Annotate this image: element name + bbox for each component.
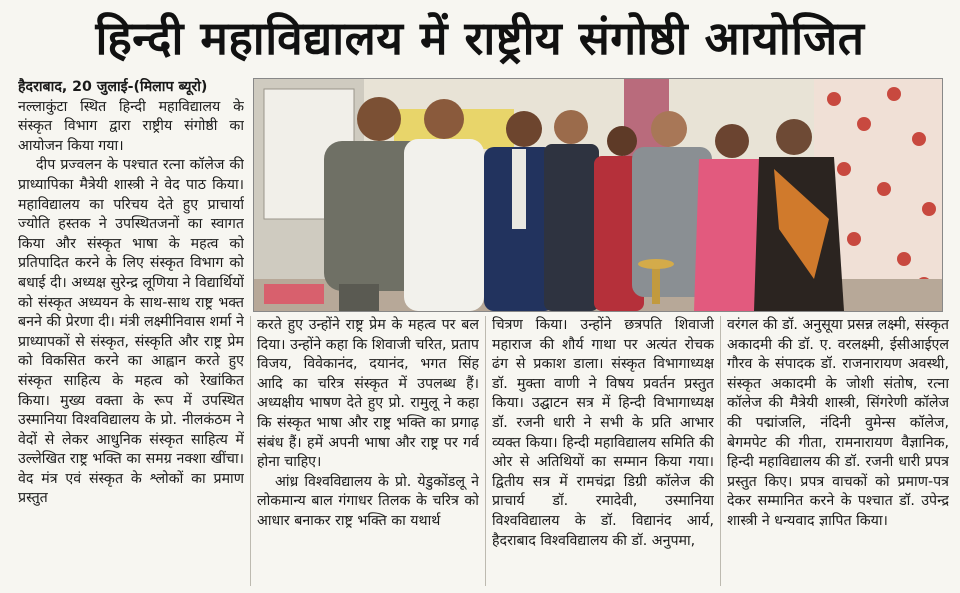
paragraph: वरंगल की डॉ. अनुसूया प्रसन्न लक्ष्मी, संस्कृत अकादमी की डॉ. ए. वरलक्ष्मी, ईसीआईएल गौरव के संपादक डॉ. राजनारायण अवस्थी, संस्कृत अकादमी के जोशी संतोष, रत्ना कॉलेज की मैत्रेयी शास्त्री, सिंगरेणी कॉलेज की पद्मांजलि, नंदिनी वुमेन्स कॉलेज, बेगमपेट की गीता, रामनारायण वैज्ञानिक, हिन्दी महाविद्यालय की डॉ. रजनी धारी प्रपत्र प्रस्तुत किए। प्रपत्र वाचकों को प्रमाण-पत्र देकर सम्मानित करने के पश्चात डॉ. उपेन्द्र शास्त्री ने धन्यवाद ज्ञापित किया। [727, 317, 949, 529]
paragraph: करते हुए उन्होंने राष्ट्र प्रेम के महत्व पर बल दिया। उन्होंने कहा कि शिवाजी चरित, प्रताप विजय, विवेकानंद, दयानंद, भगत सिंह आदि का चरित्र संस्कृत में उपलब्ध हैं। अध्यक्षीय भाषण देते हुए प्रो. रामुलू ने कहा कि संस्कृत भाषा और राष्ट्र भक्ति का प्रगाढ़ संबंध हैं। हमें अपनी भाषा और राष्ट्र पर गर्व होना चाहिए। [257, 317, 479, 471]
column-divider [250, 316, 251, 586]
event-photo [253, 78, 943, 312]
dateline [18, 78, 244, 98]
dateline-text: हैदराबाद, 20 जुलाई-(मिलाप ब्यूरो) [18, 79, 208, 95]
group-photo-illustration [254, 79, 942, 311]
paragraph: नल्लाकुंटा स्थित हिन्दी महाविद्यालय के संस्कृत विभाग द्वारा राष्ट्रीय संगोष्ठी का आयोजन किया गया। [18, 98, 244, 154]
paragraph: दीप प्रज्वलन के पश्चात रत्ना कॉलेज की प्राध्यापिका मैत्रेयी शास्त्री ने वेद पाठ किया। महाविद्यालय का परिचय देते हुए प्राचार्या ज्योति हस्तक ने उपस्थितजनों का स्वागत किया और संस्कृत भाषा के महत्व को प्रतिपादित करने के लिए संस्कृत विभाग को बधाई दी। अध्यक्ष सुरेन्द्र लूणिया ने विद्यार्थियों को संस्कृत अध्ययन के साथ-साथ राष्ट्र भक्त बनने की प्रेरणा दी। मंत्री लक्ष्मीनिवास शर्मा ने प्राध्यापकों से संस्कृत, संस्कृति और राष्ट्र प्रेम को विकसित करने का आह्वान करते हुए संस्कृत साहित्य के महत्व को रेखांकित किया। मुख्य वक्ता के रूप में उपस्थित उस्मानिया विश्वविद्यालय के प्रो. नीलकंठम ने वेदों से लेकर आधुनिक संस्कृत साहित्य में उल्लेखित राष्ट्र भक्ति का समग्र नक्शा खींचा। वेद मंत्र एवं संस्कृत के श्लोकों का प्रमाण प्रस्तुत [18, 157, 244, 507]
paragraph: आंध्र विश्वविद्यालय के प्रो. येडुकोंडलू ने लोकमान्य बाल गंगाधर तिलक के चरित्र को आधार बनाकर राष्ट्र भक्ति का यथार्थ [257, 473, 479, 529]
column-divider [720, 316, 721, 586]
column-divider [485, 316, 486, 586]
paragraph: चित्रण किया। उन्होंने छत्रपति शिवाजी महाराज की शौर्य गाथा पर अत्यंत रोचक ढंग से प्रकाश डाला। संस्कृत विभागाध्यक्ष डॉ. मुक्ता वाणी ने विषय प्रवर्तन प्रस्तुत किया। उद्घाटन सत्र में हिन्दी विभागाध्यक्ष डॉ. रजनी धारी ने सभी के प्रति आभार व्यक्त किया। हिन्दी महाविद्यालय समिति की ओर से अतिथियों का सम्मान किया गया। द्वितीय सत्र में रामचंद्रा डिग्री कॉलेज की प्राचार्य डॉ. रमादेवी, उस्मानिया विश्वविद्यालय के डॉ. विद्यानंद आर्य, हैदराबाद विश्वविद्यालय की डॉ. अनुपमा, [492, 317, 714, 549]
article-column-4 [727, 316, 949, 586]
headline: हिन्दी महाविद्यालय में राष्ट्रीय संगोष्ठी आयोजित [95, 11, 865, 65]
article-column-3 [492, 316, 714, 586]
article-column-1 [18, 78, 244, 586]
article-column-2 [257, 316, 479, 586]
